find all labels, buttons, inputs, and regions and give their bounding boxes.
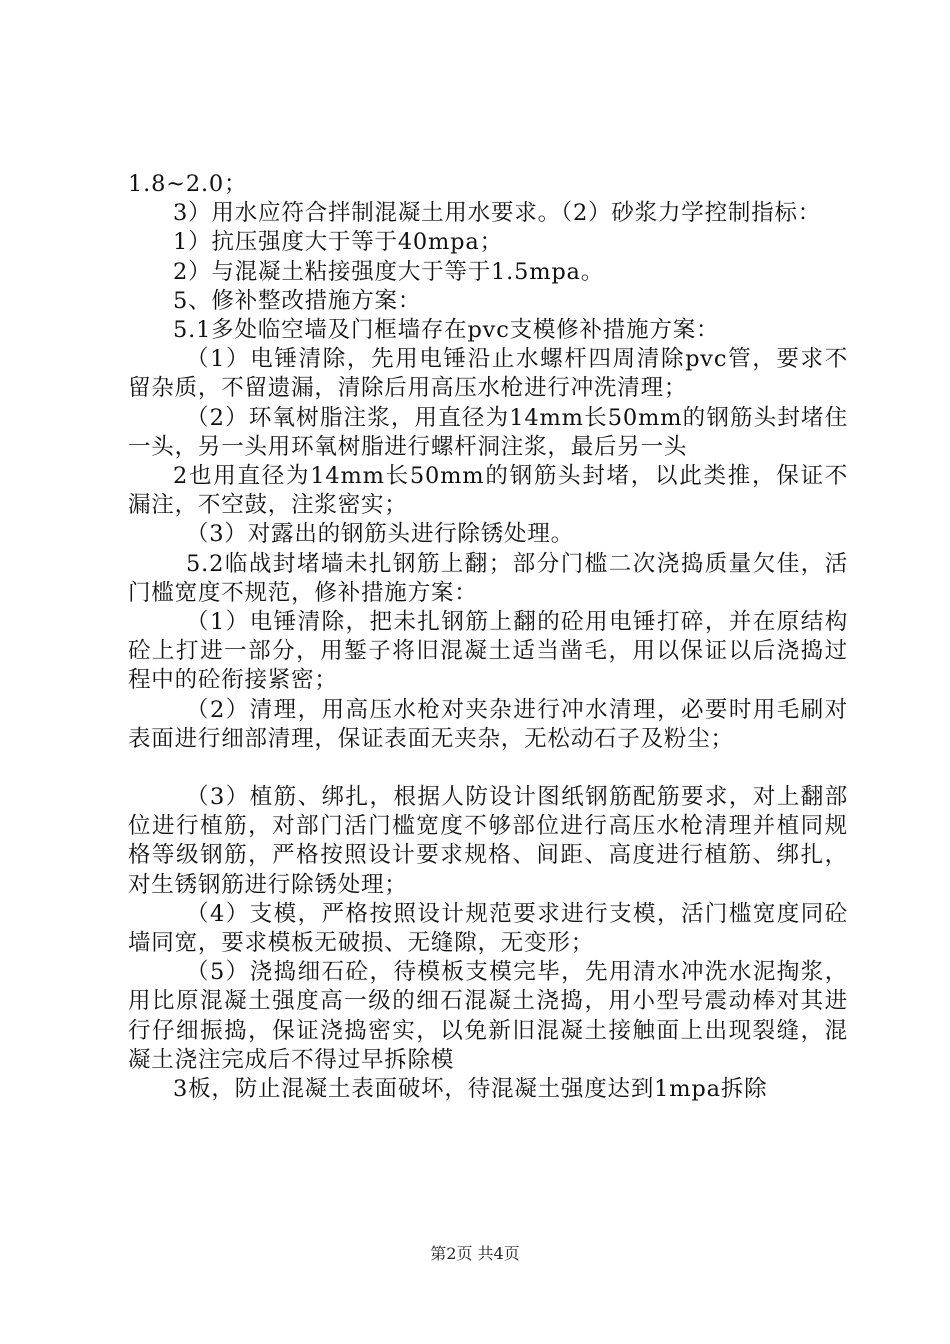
paragraph: （4）支模，严格按照设计规范要求进行支模，活门槛宽度同砼墙同宽，要求模板无破损、无缝隙，无变形； <box>128 900 848 957</box>
paragraph: （2）环氧树脂注浆，用直径为14mm长50mm的钢筋头封堵住一头，另一头用环氧树脂进行螺杆洞注浆，最后另一头 <box>128 404 848 460</box>
paragraph: 3板，防止混凝土表面破坏，待混凝土强度达到1mpa拆除 <box>173 1076 768 1103</box>
paragraph: （1）电锤清除，把未扎钢筋上翻的砼用电锤打碎，并在原结构砼上打进一部分，用錾子将旧混凝土适当凿毛，用以保证以后浇捣过程中的砼衔接紧密； <box>128 609 848 694</box>
paragraph: （1）电锤清除，先用电锤沿止水螺杆四周清除pvc管，要求不留杂质，不留遗漏，清除后用高压水枪进行冲洗清理； <box>128 346 848 402</box>
paragraph: （5）浇捣细石砼，待模板支模完毕，先用清水冲洗水泥掏浆，用比原混凝土强度高一级的细石混凝土浇捣，用小型号震动棒对其进行仔细振捣，保证浇捣密实，以免新旧混凝土接触面上出现裂缝，混凝土浇注完成后不得过早拆除模 <box>128 959 848 1073</box>
paragraph: 2）与混凝土粘接强度大于等于1.5mpa。 <box>173 258 605 285</box>
page-footer <box>0 1244 950 1264</box>
paragraph: 2也用直径为14mm长50mm的钢筋头封堵，以此类推，保证不漏注，不空鼓，注浆密实； <box>128 463 848 519</box>
paragraph: （2）清理，用高压水枪对夹杂进行冲水清理，必要时用毛刷对表面进行细部清理，保证表面无夹杂，无松动石子及粉尘； <box>128 696 848 752</box>
subsection-heading: 5.2临战封堵墙未扎钢筋上翻；部分门槛二次浇捣质量欠佳，活门槛宽度不规范，修补措施方案： <box>128 550 848 606</box>
section-heading: 5、修补整改措施方案： <box>173 287 422 314</box>
paragraph: （3）植筋、绑扎，根据人防设计图纸钢筋配筋要求，对上翻部位进行植筋，对部门活门槛宽度不够部位进行高压水枪清理并植同规格等级钢筋，严格按照设计要求规格、间距、高度进行植筋、绑扎，对生锈钢筋进行除锈处理； <box>128 784 848 898</box>
paragraph: （3）对露出的钢筋头进行除锈处理。 <box>186 521 574 548</box>
subsection-heading: 5.1多处临空墙及门框墙存在pvc支模修补措施方案： <box>173 317 720 344</box>
document-body <box>128 170 848 1104</box>
paragraph: 3）用水应符合拌制混凝土用水要求。（2）砂浆力学控制指标： <box>173 200 822 227</box>
paragraph: 1）抗压强度大于等于40mpa； <box>173 229 503 256</box>
page-number: 第2页 共4页 <box>430 1244 520 1263</box>
paragraph: 1.8~2.0； <box>128 171 248 197</box>
